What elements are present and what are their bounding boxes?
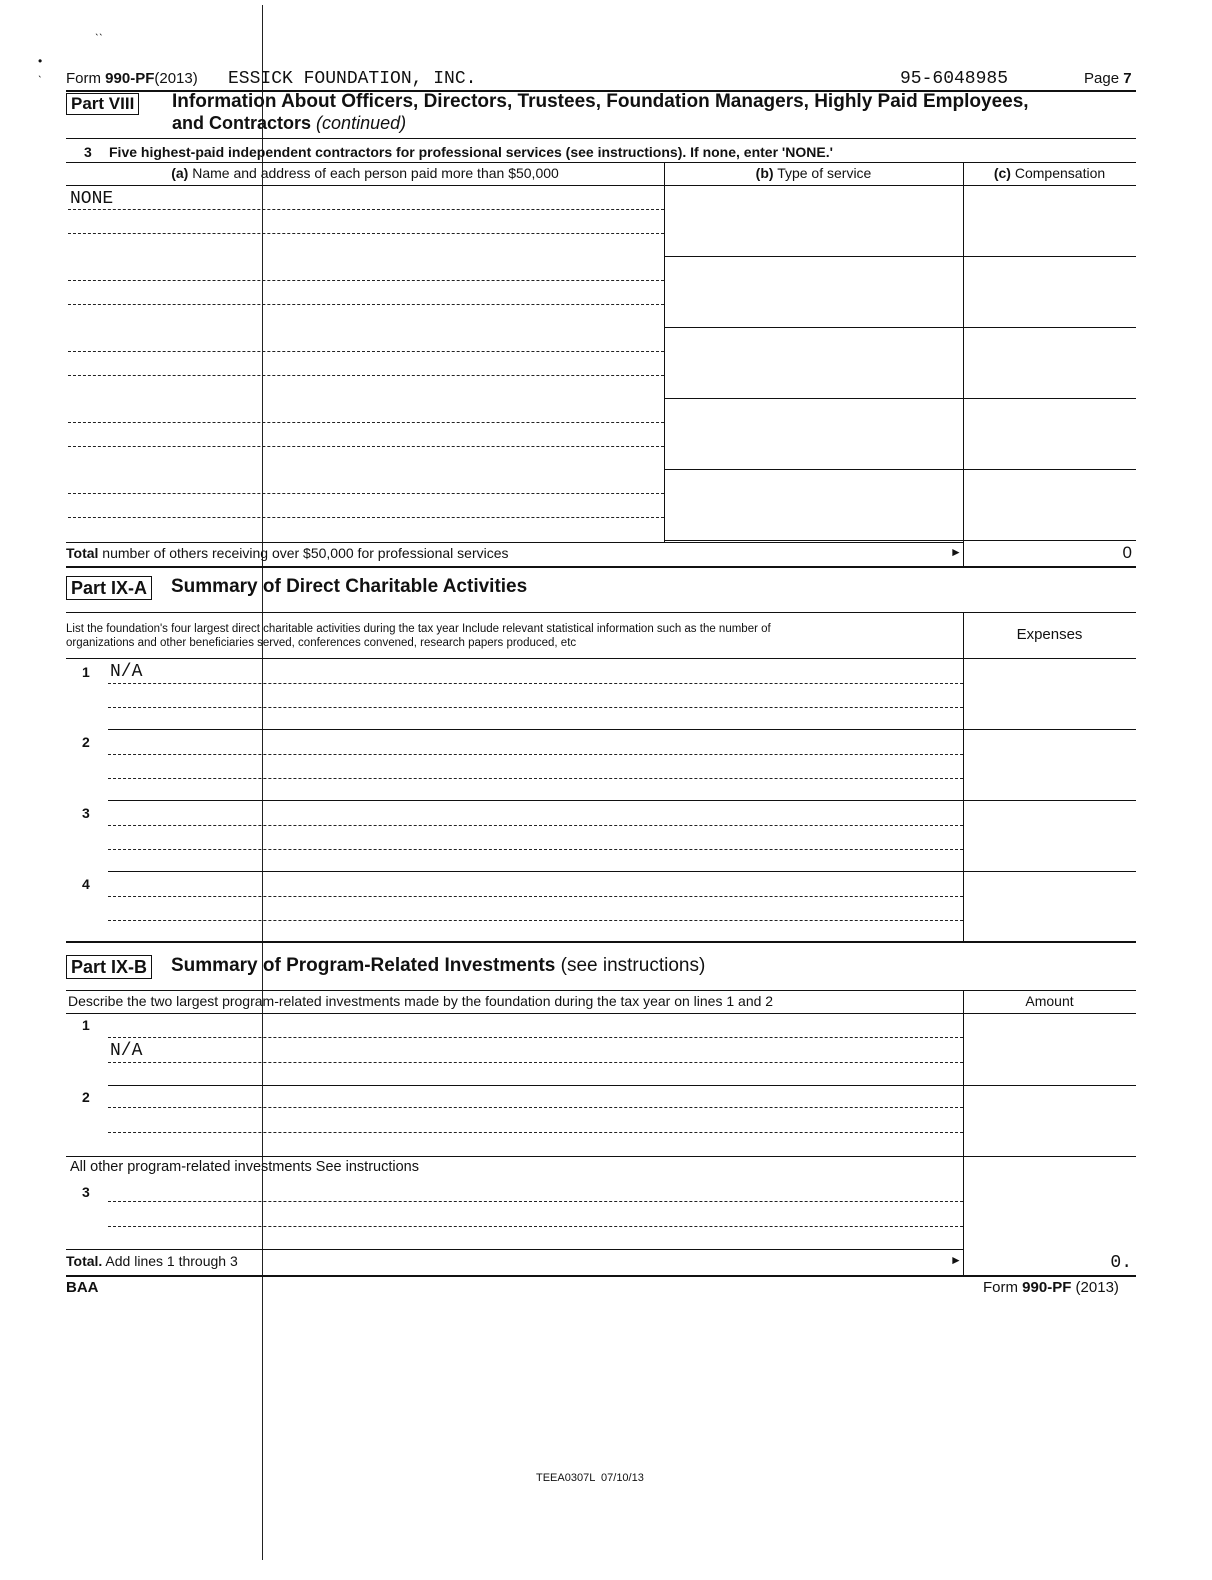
form-prefix: Form — [66, 70, 101, 87]
entry-line — [108, 896, 963, 897]
entry-line — [68, 517, 664, 518]
entry-line — [108, 1226, 963, 1227]
row-rule — [108, 871, 1136, 872]
arrow-icon: ► — [950, 1253, 962, 1267]
page-number: Page 7 — [1084, 70, 1132, 87]
amount-header: Amount — [1025, 993, 1074, 1009]
entry-line — [108, 754, 963, 755]
line-number: 1 — [82, 664, 90, 680]
column-c-header: (c) Compensation — [993, 165, 1106, 181]
rule — [66, 185, 1136, 186]
entry-line — [68, 233, 664, 234]
entry-line — [108, 1037, 963, 1038]
section-3-text: Five highest-paid independent contractors for professional services (see instructions). If none, enter 'NONE.' — [109, 144, 833, 160]
column-b-header: (b) Type of service — [755, 165, 872, 181]
investments-total-label: Total. Add lines 1 through 3 — [66, 1253, 238, 1269]
entry-line — [68, 304, 664, 305]
entry-line — [108, 778, 963, 779]
column-divider — [963, 990, 964, 1275]
activity-1-value: N/A — [110, 662, 143, 682]
scan-mark: ˎˎ — [95, 22, 103, 36]
entry-line — [108, 1107, 963, 1108]
entry-line — [68, 209, 664, 210]
part-viii-label: Part VIII — [66, 93, 139, 115]
line-number: 3 — [82, 805, 90, 821]
entry-line — [108, 707, 963, 708]
column-divider — [963, 162, 964, 567]
rule — [66, 612, 1136, 613]
rule — [66, 138, 1136, 139]
rule — [66, 941, 1136, 943]
other-investments-label: All other program-related investments See instructions — [70, 1159, 419, 1175]
entry-line — [68, 493, 664, 494]
form-year: (2013) — [154, 70, 198, 87]
column-a-header: (a) Name and address of each person paid more than $50,000 — [171, 165, 559, 181]
part-viii-subtitle: and Contractors (continued) — [172, 113, 407, 133]
entry-line — [108, 683, 963, 684]
column-divider — [963, 612, 964, 942]
arrow-icon: ► — [950, 545, 962, 559]
row-rule — [108, 800, 1136, 801]
row-rule — [664, 398, 1136, 399]
contractors-total-label: Total number of others receiving over $50,000 for professional services — [66, 545, 509, 561]
ein-number: 95-6048985 — [900, 69, 1009, 89]
organization-name: ESSICK FOUNDATION, INC. — [228, 69, 477, 89]
form-number: 990-PF — [105, 70, 155, 87]
entry-line — [68, 351, 664, 352]
rule — [66, 1156, 1136, 1157]
row-rule — [108, 729, 1136, 730]
scan-mark: ˎ — [38, 64, 42, 78]
investment-1-value: N/A — [110, 1041, 143, 1061]
part-ixa-label: Part IX-A — [66, 576, 152, 600]
rule — [66, 542, 963, 543]
rule — [66, 990, 1136, 991]
rule — [66, 566, 1136, 568]
form-header — [66, 70, 198, 87]
line-number: 2 — [82, 734, 90, 750]
column-divider — [664, 162, 665, 542]
entry-line — [68, 280, 664, 281]
row-rule — [664, 327, 1136, 328]
part-ixa-title: Summary of Direct Charitable Activities — [171, 576, 528, 597]
row-rule — [664, 540, 1136, 541]
line-number: 4 — [82, 876, 90, 892]
rule — [66, 162, 1136, 163]
contractor-name-value: NONE — [70, 189, 114, 209]
row-rule — [108, 1085, 1136, 1086]
entry-line — [108, 849, 963, 850]
rule — [66, 1275, 1136, 1277]
investments-total-value: 0. — [1110, 1253, 1132, 1273]
binding-line — [262, 5, 263, 1560]
scan-mark: • — [38, 54, 43, 68]
entry-line — [68, 446, 664, 447]
entry-line — [108, 1132, 963, 1133]
baa-label: BAA — [66, 1279, 99, 1296]
entry-line — [108, 1201, 963, 1202]
rule — [66, 1249, 963, 1250]
entry-line — [108, 920, 963, 921]
rule — [66, 1013, 1136, 1014]
entry-line — [68, 422, 664, 423]
row-rule — [664, 469, 1136, 470]
expenses-header: Expenses — [1016, 626, 1083, 643]
part-ixb-label: Part IX-B — [66, 955, 152, 979]
line-number: 1 — [82, 1017, 90, 1033]
line-number: 2 — [82, 1089, 90, 1105]
part-ixb-title: Summary of Program-Related Investments (see instructions) — [171, 955, 706, 976]
row-rule — [664, 256, 1136, 257]
contractors-total-value: 0 — [1122, 543, 1132, 562]
footer-form-id: Form 990-PF (2013) — [983, 1279, 1119, 1296]
part-viii-title: Information About Officers, Directors, Trustees, Foundation Managers, Highly Paid Employees, — [172, 91, 1029, 112]
entry-line — [68, 375, 664, 376]
section-3-number: 3 — [84, 144, 92, 160]
entry-line — [108, 1062, 963, 1063]
rule — [66, 658, 1136, 659]
footer-code: TEEA0307L 07/10/13 — [536, 1472, 644, 1484]
entry-line — [108, 825, 963, 826]
part-ixb-description: Describe the two largest program-related investments made by the foundation during the tax year on lines 1 and 2 — [68, 993, 774, 1009]
line-number: 3 — [82, 1184, 90, 1200]
part-ixa-description: List the foundation's four largest direct charitable activities during the tax year Include relevant statistical information such as the number of organizations and other beneficiaries served, conferences convened, research papers produced, etc — [66, 623, 771, 649]
